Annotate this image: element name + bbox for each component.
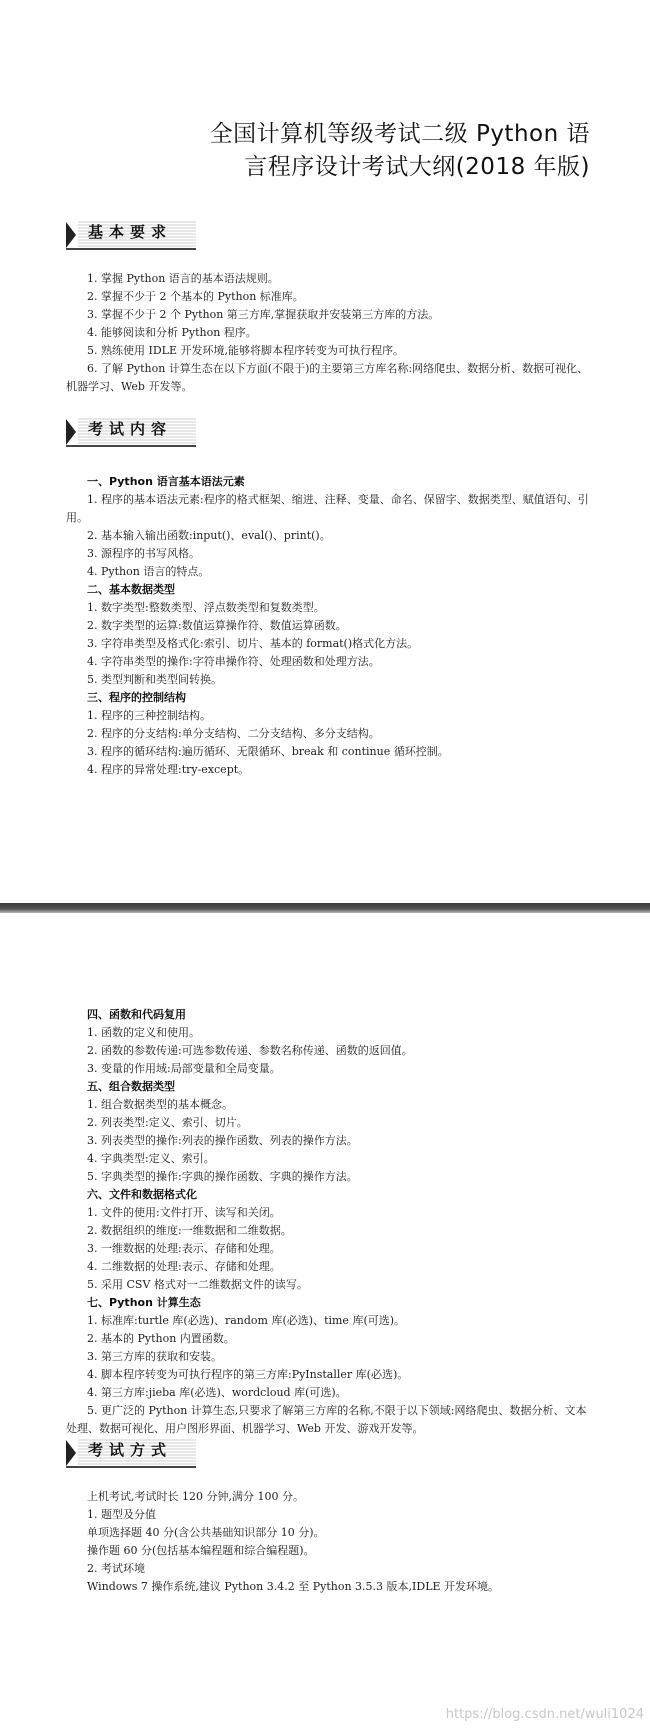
- list-item: 4. 程序的异常处理:try-except。: [87, 763, 250, 776]
- list-item: 2. 基本输入输出函数:input()、eval()、print()。: [87, 529, 331, 542]
- list-item: 4. 字符串类型的操作:字符串操作符、处理函数和处理方法。: [87, 655, 380, 668]
- list-item: 3. 源程序的书写风格。: [87, 547, 200, 560]
- list-item: 单项选择题 40 分(含公共基础知识部分 10 分)。: [87, 1526, 325, 1539]
- list-item: 5. 字典类型的操作:字典的操作函数、字典的操作方法。: [87, 1170, 358, 1183]
- list-item: 5. 采用 CSV 格式对一二维数据文件的读写。: [87, 1278, 308, 1291]
- title-line-2: 言程序设计考试大纲(2018 年版): [244, 154, 590, 180]
- list-item: 1. 掌握 Python 语言的基本语法规则。: [87, 272, 279, 285]
- heading-arrow-icon: [66, 419, 76, 445]
- section-label: 考试方式: [88, 1441, 173, 1459]
- list-item: 4. 能够阅读和分析 Python 程序。: [87, 326, 257, 339]
- section-heading-method: [66, 1436, 196, 1470]
- list-item: 操作题 60 分(包括基本编程题和综合编程题)。: [87, 1544, 315, 1557]
- list-item: 2. 数字类型的运算:数值运算操作符、数值运算函数。: [87, 619, 347, 632]
- heading-arrow-icon: [66, 1440, 76, 1466]
- list-item: 3. 程序的循环结构:遍历循环、无限循环、break 和 continue 循环控制。: [87, 745, 449, 758]
- list-item: 1. 标准库:turtle 库(必选)、random 库(必选)、time 库(可选)。: [87, 1314, 406, 1327]
- list-item: 4. 字典类型:定义、索引。: [87, 1152, 215, 1165]
- exam-content-list-part2: [66, 1006, 596, 1438]
- list-item: 3. 第三方库的获取和安装。: [87, 1350, 222, 1363]
- list-item: 6. 了解 Python 计算生态在以下方面(不限于)的主要第三方库名称:网络爬虫、数据分析、数据可视化、机器学习、Web 开发等。: [66, 362, 589, 393]
- list-item: 3. 一维数据的处理:表示、存储和处理。: [87, 1242, 281, 1255]
- list-item: 4. 脚本程序转变为可执行程序的第三方库:PyInstaller 库(必选)。: [87, 1368, 409, 1381]
- list-item: 上机考试,考试时长 120 分钟,满分 100 分。: [87, 1490, 304, 1503]
- list-item: 1. 数字类型:整数类型、浮点数类型和复数类型。: [87, 601, 325, 614]
- list-item: 2. 程序的分支结构:单分支结构、二分支结构、多分支结构。: [87, 727, 380, 740]
- heading-underline: [66, 1466, 196, 1468]
- subsection-heading: 四、函数和代码复用: [87, 1008, 186, 1021]
- list-item: 2. 函数的参数传递:可选参数传递、参数名称传递、函数的返回值。: [87, 1044, 413, 1057]
- section-label: 考试内容: [88, 420, 173, 438]
- title-line-1: 全国计算机等级考试二级 Python 语: [209, 121, 590, 147]
- list-item: 5. 更广泛的 Python 计算生态,只要求了解第三方库的名称,不限于以下领域:网络爬虫、数据分析、文本处理、数据可视化、用户图形界面、机器学习、Web 开发、游戏开发等。: [66, 1404, 587, 1435]
- list-item: Windows 7 操作系统,建议 Python 3.4.2 至 Python 3.5.3 版本,IDLE 开发环境。: [87, 1580, 500, 1593]
- list-item: 3. 变量的作用域:局部变量和全局变量。: [87, 1062, 281, 1075]
- list-item: 3. 列表类型的操作:列表的操作函数、列表的操作方法。: [87, 1134, 358, 1147]
- heading-underline: [66, 248, 196, 250]
- document-page-2: [0, 913, 650, 1728]
- page-divider: [0, 903, 650, 913]
- basic-requirements-list: [66, 270, 596, 396]
- list-item: 4. 第三方库:jieba 库(必选)、wordcloud 库(可选)。: [87, 1386, 347, 1399]
- subsection-heading: 七、Python 计算生态: [87, 1296, 201, 1309]
- heading-underline: [66, 445, 196, 447]
- exam-content-list-part1: [66, 473, 596, 779]
- section-heading-content: [66, 415, 196, 449]
- subsection-heading: 二、基本数据类型: [87, 583, 175, 596]
- list-item: 4. Python 语言的特点。: [87, 565, 210, 578]
- heading-arrow-icon: [66, 222, 76, 248]
- section-label: 基本要求: [88, 223, 173, 241]
- list-item: 2. 列表类型:定义、索引、切片。: [87, 1116, 248, 1129]
- list-item: 5. 熟练使用 IDLE 开发环境,能够将脚本程序转变为可执行程序。: [87, 344, 404, 357]
- list-item: 1. 组合数据类型的基本概念。: [87, 1098, 233, 1111]
- watermark: https://blog.csdn.net/wuli1024: [445, 1707, 644, 1722]
- list-item: 1. 题型及分值: [87, 1508, 156, 1521]
- section-heading-basic: [66, 218, 196, 252]
- list-item: 3. 掌握不少于 2 个 Python 第三方库,掌握获取并安装第三方库的方法。: [87, 308, 440, 321]
- subsection-heading: 三、程序的控制结构: [87, 691, 186, 704]
- exam-method-list: [66, 1488, 596, 1596]
- subsection-heading: 五、组合数据类型: [87, 1080, 175, 1093]
- list-item: 2. 数据组织的维度:一维数据和二维数据。: [87, 1224, 292, 1237]
- list-item: 1. 函数的定义和使用。: [87, 1026, 200, 1039]
- list-item: 5. 类型判断和类型间转换。: [87, 673, 222, 686]
- list-item: 4. 二维数据的处理:表示、存储和处理。: [87, 1260, 281, 1273]
- subsection-heading: 六、文件和数据格式化: [87, 1188, 197, 1201]
- list-item: 3. 字符串类型及格式化:索引、切片、基本的 format()格式化方法。: [87, 637, 419, 650]
- document-title: [110, 118, 590, 184]
- list-item: 2. 考试环境: [87, 1562, 145, 1575]
- list-item: 1. 程序的基本语法元素:程序的格式框架、缩进、注释、变量、命名、保留字、数据类型、赋值语句、引用。: [66, 493, 589, 524]
- list-item: 2. 基本的 Python 内置函数。: [87, 1332, 235, 1345]
- subsection-heading: 一、Python 语言基本语法元素: [87, 475, 245, 488]
- list-item: 1. 程序的三种控制结构。: [87, 709, 211, 722]
- list-item: 2. 掌握不少于 2 个基本的 Python 标准库。: [87, 290, 304, 303]
- list-item: 1. 文件的使用:文件打开、读写和关闭。: [87, 1206, 281, 1219]
